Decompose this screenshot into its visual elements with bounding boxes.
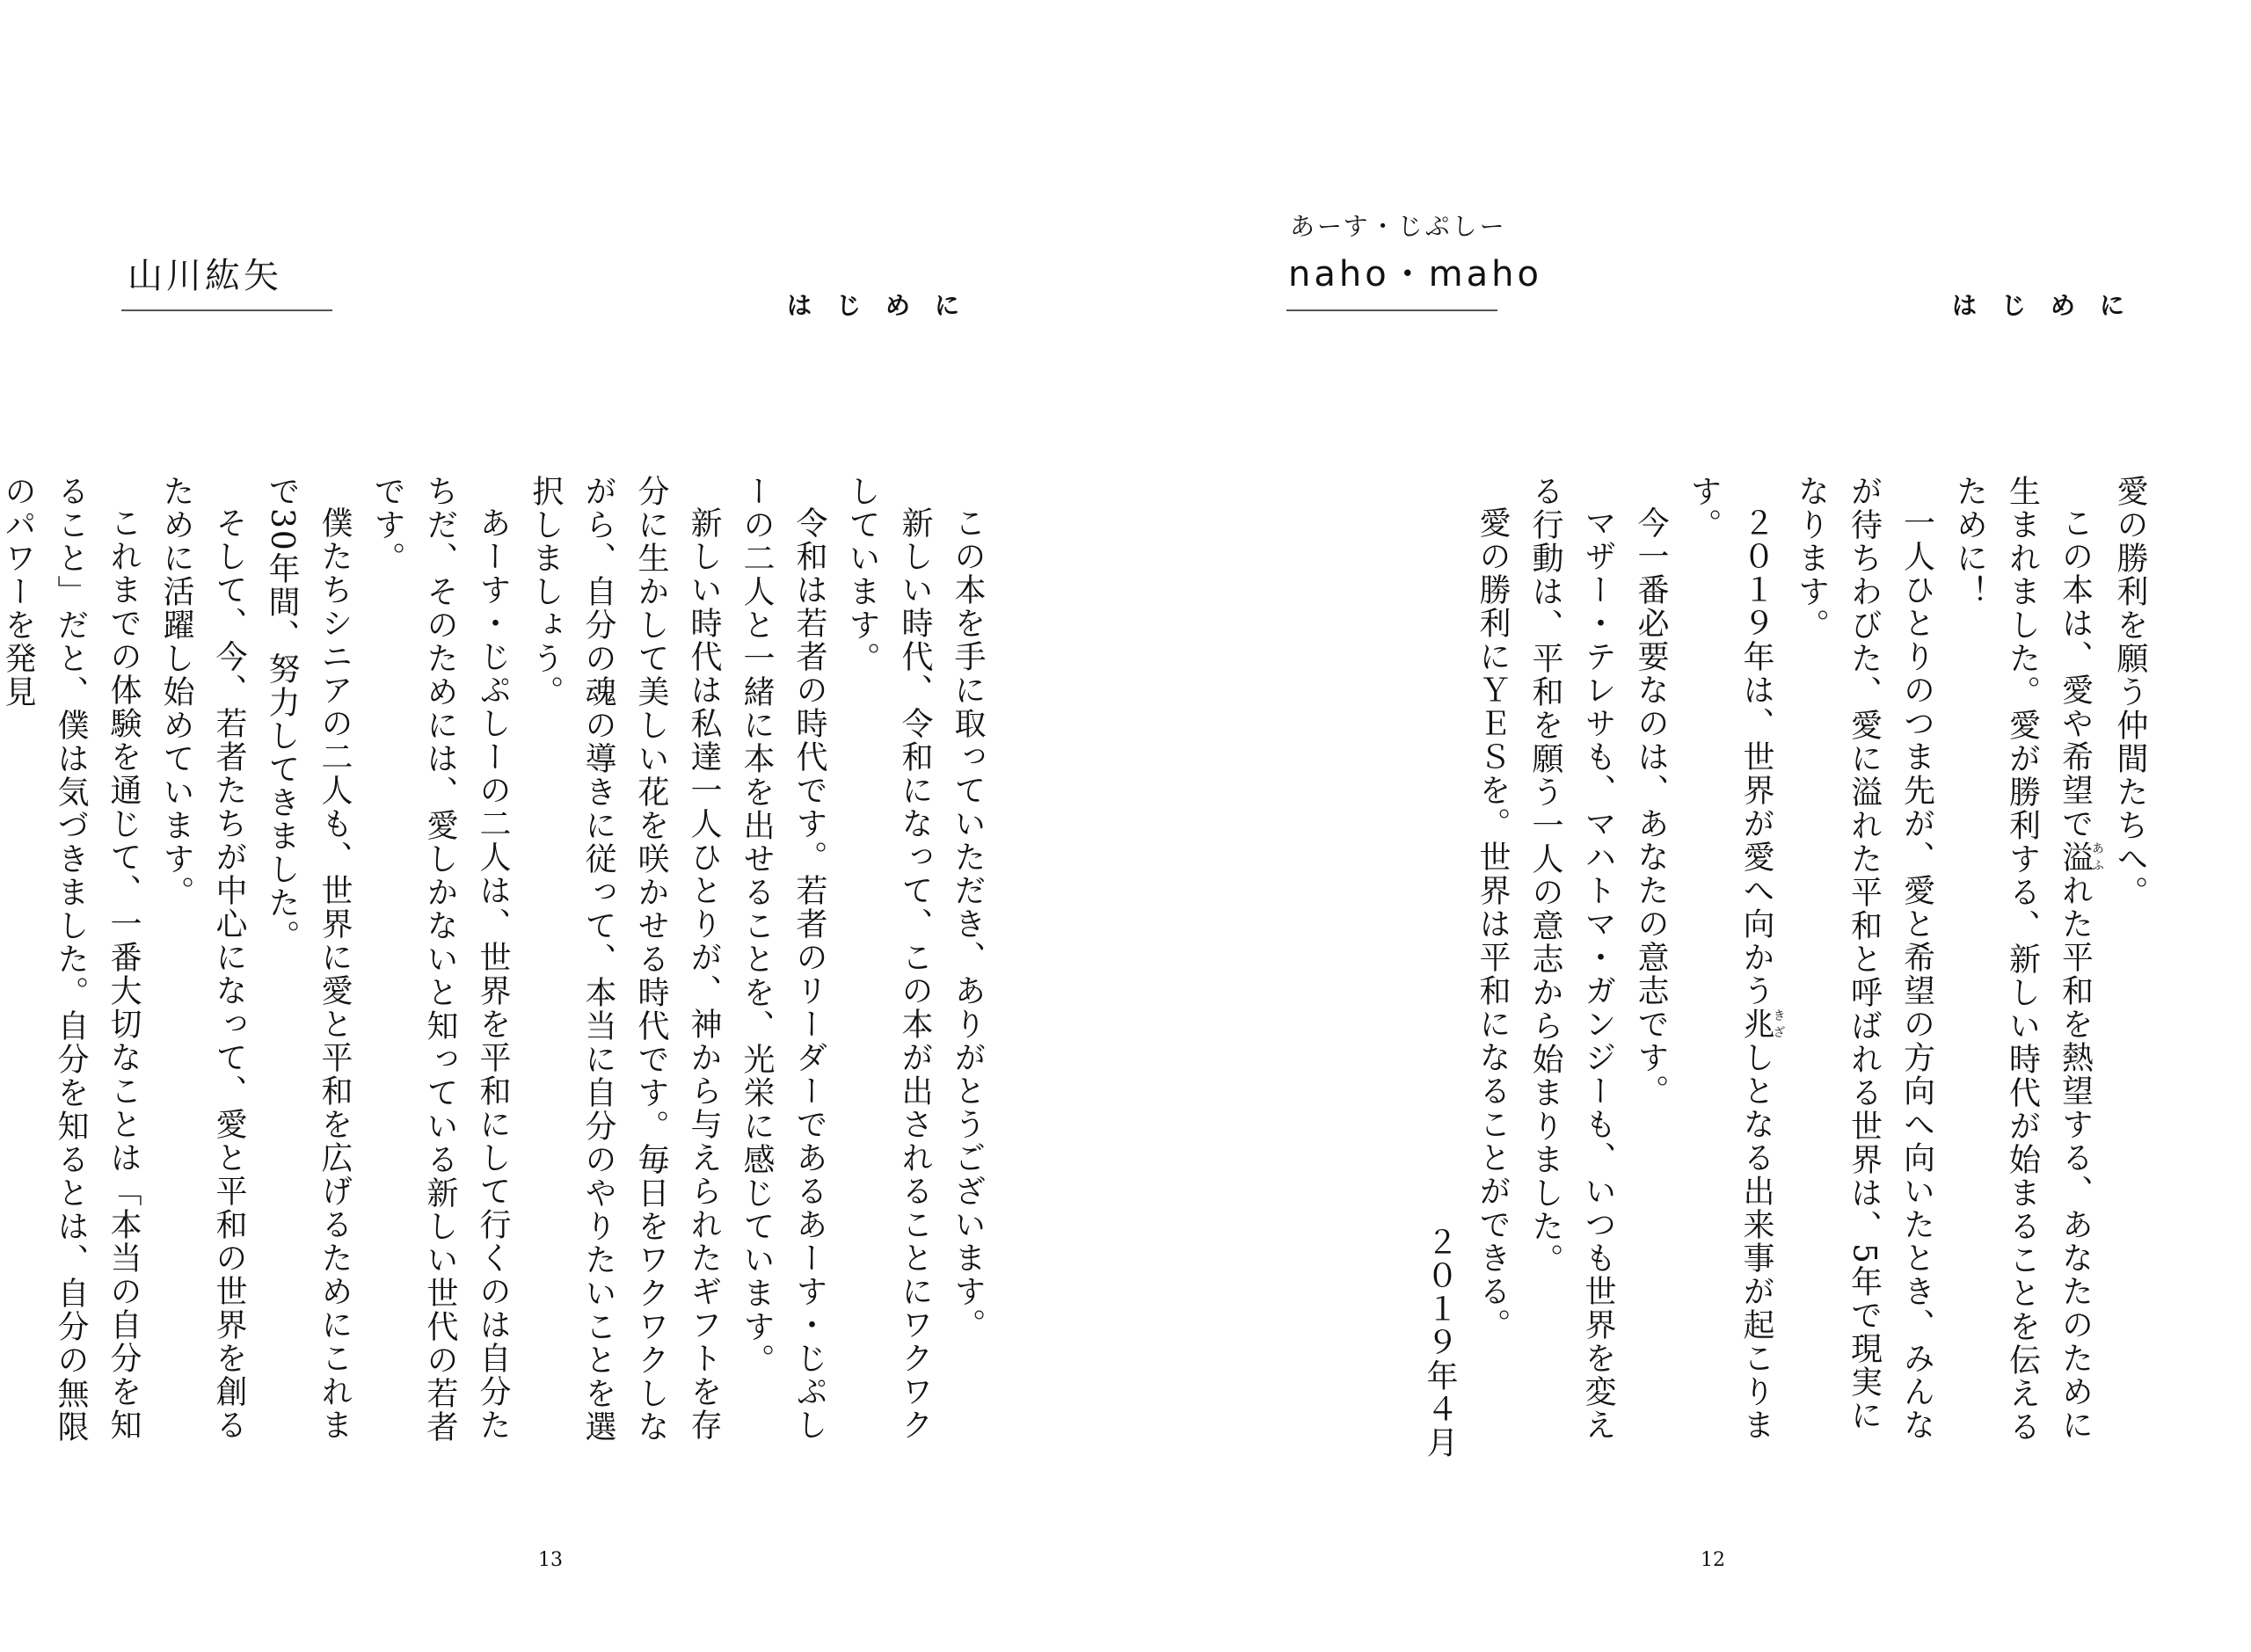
divider xyxy=(121,309,332,311)
author-subtitle: あーす・じぷしー xyxy=(1290,212,1507,241)
section-heading: はじめに xyxy=(1952,291,2150,320)
paragraph: マザー・テレサも、マハトマ・ガンジーも、いつも世界を変える行動は、平和を願う一人の意志から始まりました。 xyxy=(1527,475,1616,1442)
paragraph: これまでの体験を通じて、一番大切なことは「本当の自分を知ること」だと、僕は気づきました。自分を知るとは、自分の無限のパワーを発見 xyxy=(0,475,142,1444)
paragraph: そして、今、若者たちが中心になって、愛と平和の世界を創るために活躍し始めています。 xyxy=(158,475,247,1442)
author-name: 山川紘矢 xyxy=(127,256,282,296)
divider xyxy=(1286,309,1497,311)
paragraph: 新しい時代は私達一人ひとりが、神から与えられたギフトを存分に生かして美しい花を咲かせる時代です。毎日をワクワクしながら、自分の魂の導きに従って、本当に自分のやりたいことを選択しましょう。 xyxy=(528,475,722,1444)
paragraph: 新しい時代、令和になって、この本が出されることにワクワクしています。 xyxy=(844,475,933,1442)
author-name: naho・maho xyxy=(1288,254,1542,295)
page-number: 13 xyxy=(538,1549,563,1571)
paragraph: 僕たちシニアの二人も、世界に愛と平和を広げるためにこれまで30年間、努力してきました。 xyxy=(264,475,353,1442)
date-line: ２０１９年４月 xyxy=(1422,1226,1458,1459)
body-text xyxy=(0,475,994,1459)
paragraph: この本を手に取っていただき、ありがとうございます。 xyxy=(950,506,986,1342)
paragraph: ２０１９年は、世界が愛へ向かう兆きざしとなる出来事が起こります。 xyxy=(1686,475,1786,1442)
body-text xyxy=(1422,475,2156,1459)
paragraph: 一人ひとりのつま先が、愛と希望の方向へ向いたとき、みんなが待ちわびた、愛に溢れた平和と呼ばれる世界は、5年で現実になります。 xyxy=(1793,475,1935,1442)
paragraph: 今一番必要なのは、あなたの意志です。 xyxy=(1633,506,1669,1108)
paragraph: この本は、愛や希望で溢あふれた平和を熱望する、あなたのために生まれました。愛が勝利する、新しい時代が始まることを伝えるために！ xyxy=(1951,475,2104,1444)
page-number: 12 xyxy=(1701,1549,1725,1571)
paragraph: 愛の勝利にＹＥＳを。世界は平和になることができる。 xyxy=(1475,506,1511,1342)
paragraph: あーす・じぷしーの二人は、世界を平和にして行くのは自分たちだ、そのためには、愛しかないと知っている新しい世代の若者です。 xyxy=(369,475,511,1444)
paragraph: 令和は若者の時代です。若者のリーダーであるあーす・じぷしーの二人と一緒に本を出せることを、光栄に感じています。 xyxy=(739,475,827,1442)
section-heading: はじめに xyxy=(787,291,985,320)
paragraph: 愛の勝利を願う仲間たちへ。 xyxy=(2112,475,2148,909)
page-12 xyxy=(1126,0,2251,1652)
